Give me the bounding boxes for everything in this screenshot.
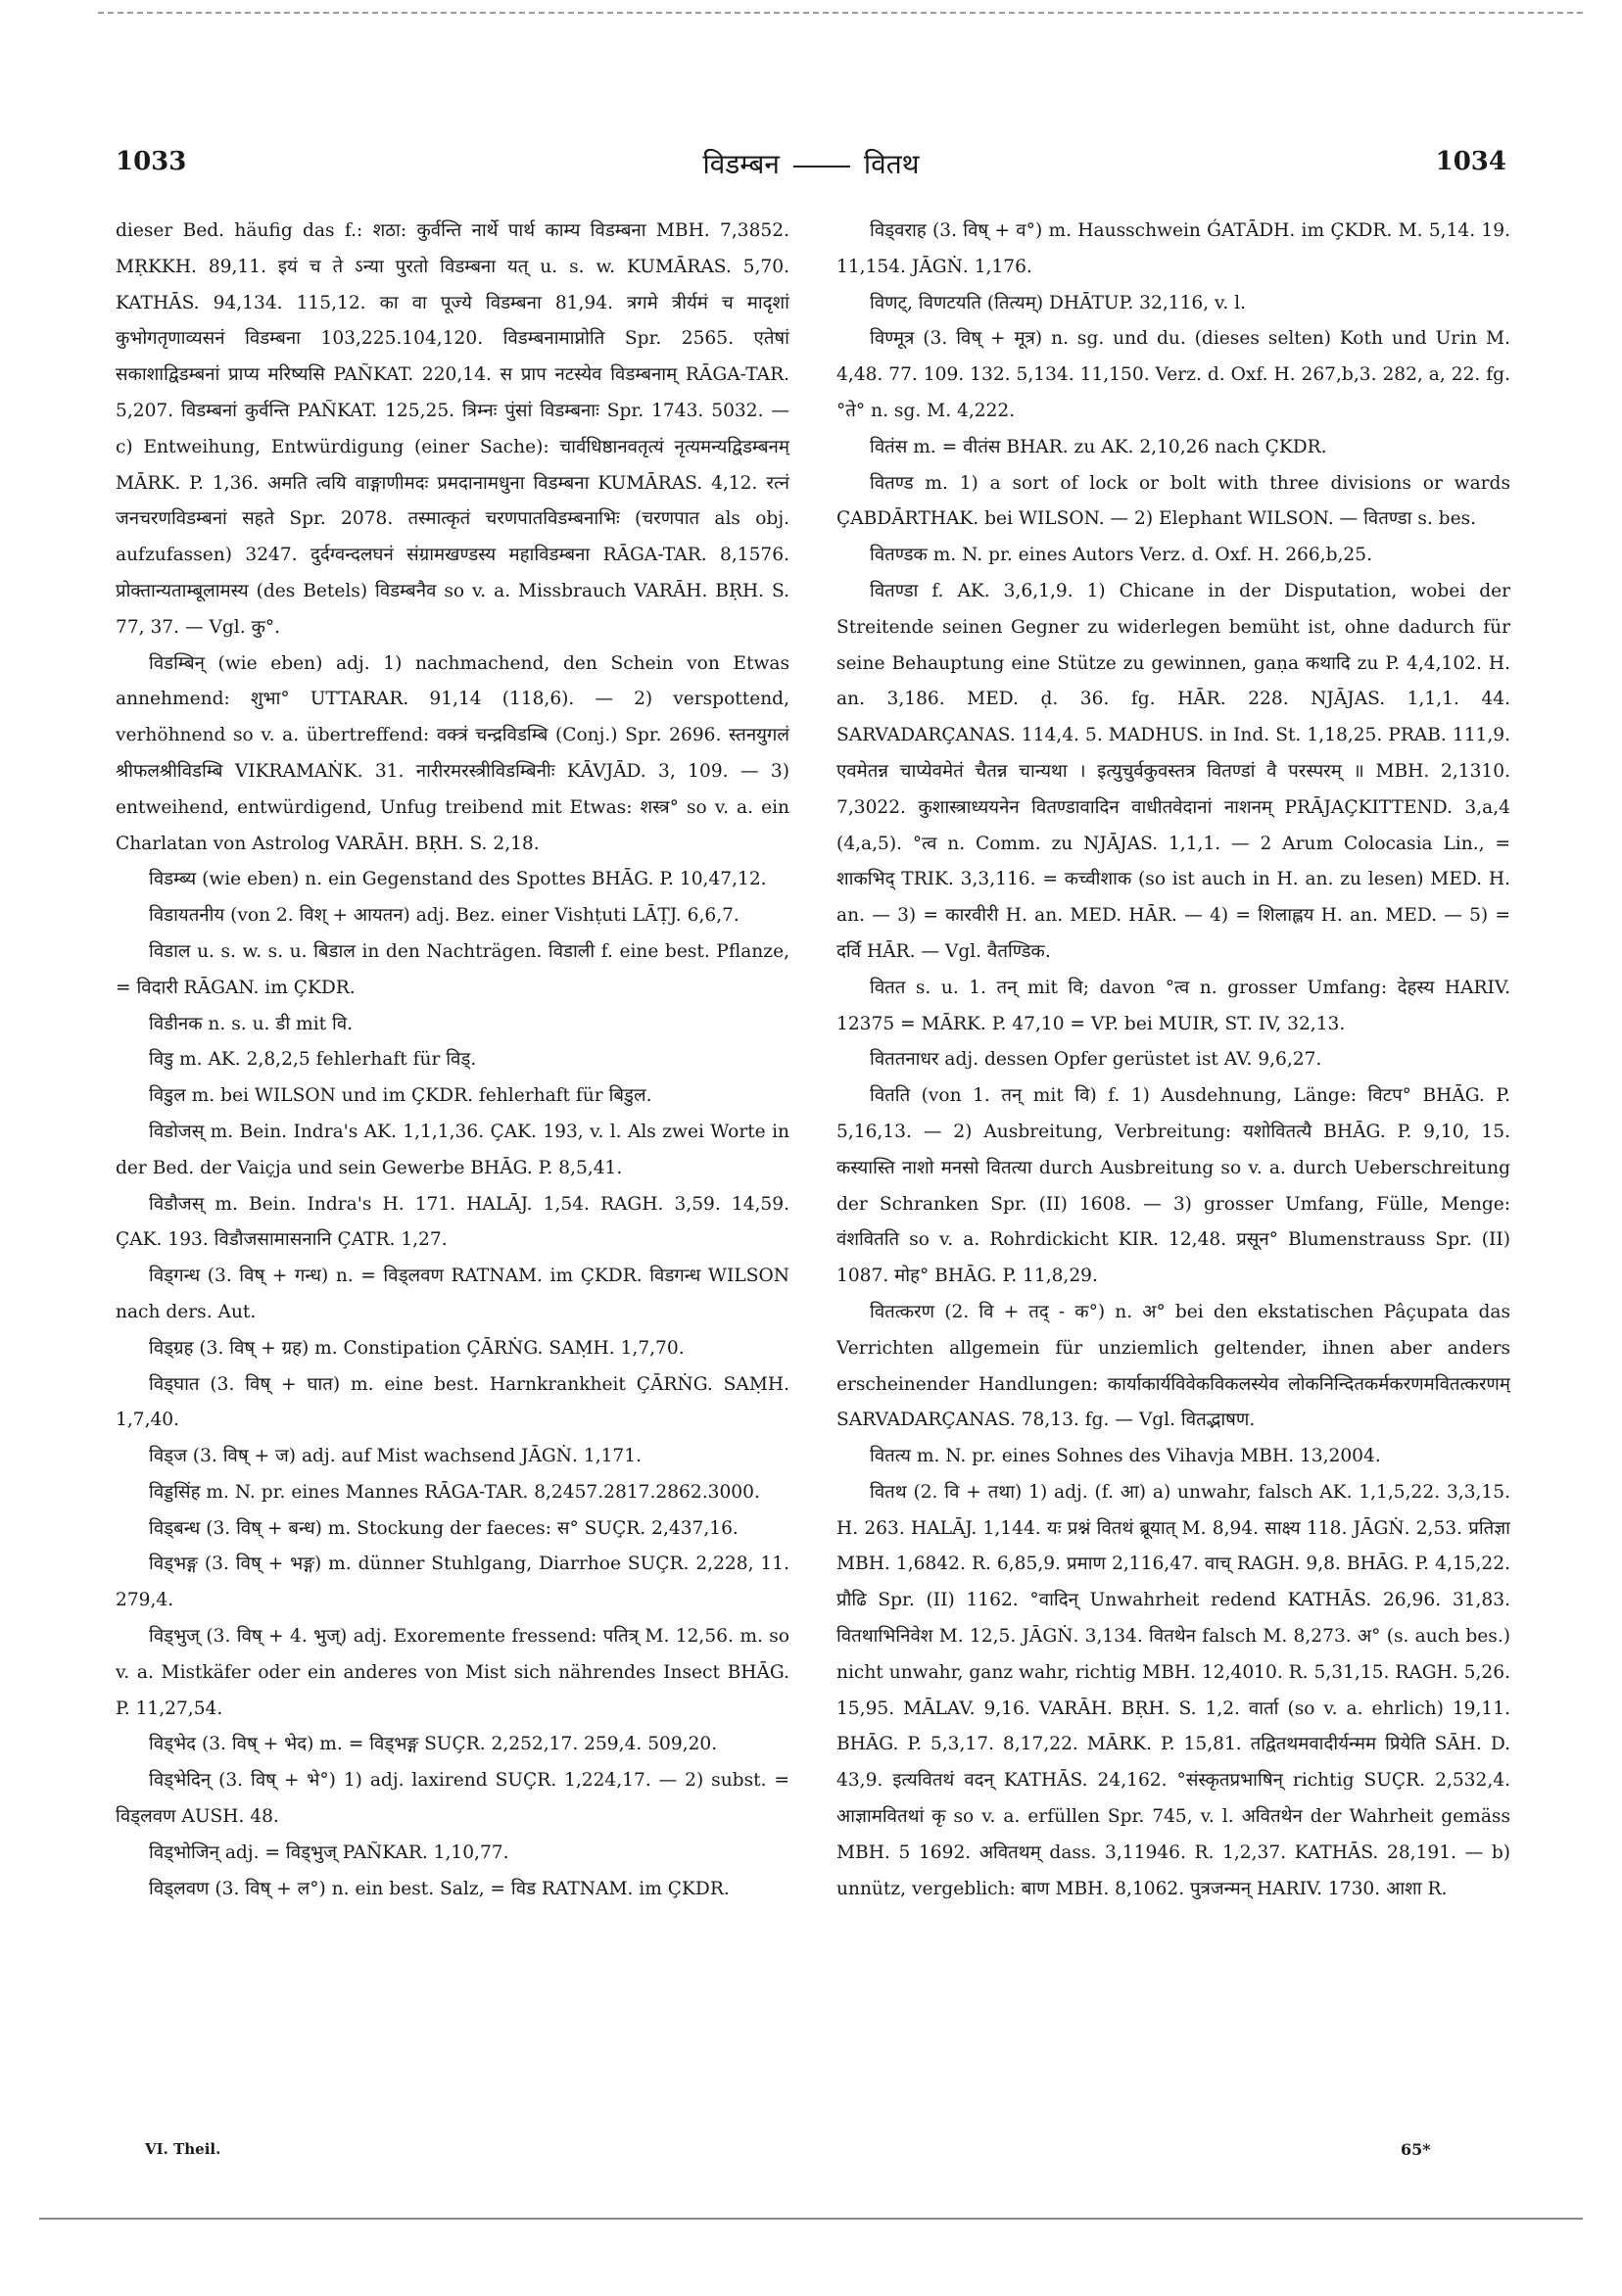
bottom-rule xyxy=(39,2218,1583,2220)
dictionary-entry: विडुल m. bei WILSON und im ÇKDR. fehlerhaft für बिडुल. xyxy=(149,1085,652,1107)
dictionary-entry: विड्बन्ध (3. विष् + बन्ध) m. Stockung der faeces: स° SUÇR. 2,437,16. xyxy=(149,1517,739,1539)
dictionary-entry: विड्ज (3. विष् + ज) adj. auf Mist wachsend JĀGṄ. 1,171. xyxy=(149,1446,643,1467)
header-title-left-word: विडम्बन xyxy=(702,148,780,180)
dictionary-entry: विडौजस् m. Bein. Indra's H. 171. HALĀJ. 1,54. RAGH. 3,59. 14,59. ÇAK. 193. विडौजसामासनानि ÇATR. 1,27. xyxy=(116,1193,789,1251)
dictionary-entry: dieser Bed. häufig das f.: शठा: कुर्वन्ति नार्थे पार्थ काम्य विडम्बना MBH. 7,3852. MṚKKH. 89,11. इयं च ते ऽन्या पुरतो विडम्बना यत् u. s. w. KUMĀRAS. 5,70. KATHĀS. 94,134. 115,12. का वा पूज्ये विडम्बना 81,94. त्रगमे त्रीर्यमं च मादृशां कुभोगतृणाव्यसनं विडम्बना 103,225.104,120. विडम्बनामाप्नोति Spr. 2565. एतेषां सकाशाद्विडम्बनां प्राप्य मरिष्यसि PAÑKAT. 220,14. स प्राप नटस्येव विडम्बनाम् RĀGA-TAR. 5,207. विडम्बनां कुर्वन्ति PAÑKAT. 125,25. त्रिम्नः पुंसां विडम्बनाः Spr. 1743. 5032. — c) Entweihung, Entwürdigung (einer Sache): चार्वधिष्ठानवतृत्यं नृत्यमन्यद्विडम्बनम् MĀRK. P. 1,36. अमति त्वयि वाङ्गाणीमदः प्रमदानामधुना विडम्बना KUMĀRAS. 4,12. रत्नं जनचरणविडम्बनां सहते Spr. 2078. तस्मात्कृतं चरणपातविडम्बनाभिः (चरणपात als obj. aufzufassen) 3247. दुर्दग्वन्दलघनं संग्रामखण्डस्य महाविडम्बना RĀGA-TAR. 8,1576. प्रोक्तान्यताम्बूलामस्य (des Betels) विडम्बनैव so v. a. Missbrauch VARĀH. BṚH. S. 77, 37. — Vgl. कु°. xyxy=(116,220,789,638)
dictionary-entry: विड्ग्रह (3. विष् + ग्रह) m. Constipation ÇĀRṄG. SAṂH. 1,7,70. xyxy=(149,1337,685,1359)
dictionary-entry: विड्लवण (3. विष् + ल°) n. ein best. Salz, = विड RATNAM. im ÇKDR. xyxy=(149,1878,730,1899)
footer-signature: 65* xyxy=(1401,2140,1431,2159)
top-rule xyxy=(98,12,1583,14)
dictionary-entry: विड्भेदिन् (3. विष् + भे°) 1) adj. laxirend SUÇR. 1,224,17. — 2) subst. = विड्लवण AUSH. 48. xyxy=(116,1770,789,1828)
dictionary-entry: विडम्बिन् (wie eben) adj. 1) nachmachend, den Schein von Etwas annehmend: शुभा° UTTARAR. 91,14 (118,6). — 2) verspottend, verhöhnend so v. a. übertreffend: वक्त्रं चन्द्रविडम्बि (Conj.) Spr. 2696. स्तनयुगलं श्रीफलश्रीविडम्बि VIKRAMAṄK. 31. नारीरमरस्त्रीविडम्बिनीः KĀVJĀD. 3, 109. — 3) entweihend, entwürdigend, Unfug treibend mit Etwas: शस्त्र° so v. a. ein Charlatan von Astrolog VARĀH. BṚH. S. 2,18. xyxy=(116,652,789,854)
dictionary-entry: विड्भुज् (3. विष् + 4. भुज्) adj. Exoremente fressend: पतित्र् M. 12,56. m. so v. a. Mistkäfer oder ein anderes von Mist sich nährendes Insect BHĀG. P. 11,27,54. xyxy=(116,1626,789,1719)
right-column xyxy=(836,214,1510,2133)
dictionary-entry: विड्भेद (3. विष् + भेद) m. = विड्भङ्ग SUÇR. 2,252,17. 259,4. 509,20. xyxy=(149,1734,718,1755)
header-title xyxy=(116,145,1506,182)
dictionary-entry: विड्वराह (3. विष् + व°) m. Hausschwein ǴATĀDH. im ÇKDR. M. 5,14. 19. 11,154. JĀGṄ. 1,176. xyxy=(836,220,1510,277)
dictionary-entry: वितथ (2. वि + तथा) 1) adj. (f. आ) a) unwahr, falsch AK. 1,1,5,22. 3,3,15. H. 263. HALĀJ. 1,144. यः प्रश्नं वितथं ब्रूयात् M. 8,94. साक्ष्य 118. JĀGṄ. 2,53. प्रतिज्ञा MBH. 1,6842. R. 6,85,9. प्रमाण 2,116,47. वाच् RAGH. 9,8. BHĀG. P. 4,15,22. प्रौढि Spr. (II) 1162. °वादिन् Unwahrheit redend KATHĀS. 26,96. 31,83. वितथाभिनिवेश M. 12,5. JĀGṄ. 3,134. वितथेन falsch M. 8,273. अ° (s. auch bes.) nicht unwahr, ganz wahr, richtig MBH. 12,4010. R. 5,31,15. RAGH. 5,26. 15,95. MĀLAV. 9,16. VARĀH. BṚH. S. 1,2. वार्ता (so v. a. ehrlich) 19,11. BHĀG. P. 5,3,17. 8,17,22. MĀRK. P. 15,81. तद्वितथमवादीर्यन्मम प्रियेति SĀH. D. 43,9. इत्यवितथं वदन् KATHĀS. 24,162. °संस्कृतप्रभाषिन् richtig SUÇR. 2,532,4. आज्ञामवितथां कृ so v. a. erfüllen Spr. 745, v. l. अवितथेन der Wahrheit gemäss MBH. 5 1692. अवितथम् dass. 3,11946. R. 1,2,37. KATHĀS. 28,191. — b) unnütz, vergeblich: बाण MBH. 8,1062. पुत्रजन्मन् HARIV. 1730. आशा R. xyxy=(836,1481,1510,1899)
dictionary-entry: वितति (von 1. तन् mit वि) f. 1) Ausdehnung, Länge: विटप° BHĀG. P. 5,16,13. — 2) Ausbreitung, Verbreitung: यशोवितत्यै BHĀG. P. 9,10, 15. कस्यास्ति नाशो मनसो वितत्या durch Ausbreitung so v. a. durch Ueberschreitung der Schranken Spr. (II) 1608. — 3) grosser Umfang, Fülle, Menge: वंशवितति so v. a. Rohrdickicht KIR. 12,48. प्रसून° Blumenstrauss Spr. (II) 1087. मोह° BHĀG. P. 11,8,29. xyxy=(836,1085,1510,1287)
dictionary-entry: विडोजस् m. Bein. Indra's AK. 1,1,1,36. ÇAK. 193, v. l. Als zwei Worte in der Bed. der Vaiçja und sein Gewerbe BHĀG. P. 8,5,41. xyxy=(116,1121,789,1178)
dictionary-entry: विडाल u. s. w. s. u. बिडाल in den Nachträgen. विडाली f. eine best. Pflanze, = विदारी RĀGAN. im ÇKDR. xyxy=(116,940,789,998)
dictionary-entry: विड्भङ्ग (3. विष् + भङ्ग) m. dünner Stuhlgang, Diarrhoe SUÇR. 2,228, 11. 279,4. xyxy=(116,1554,789,1611)
dictionary-entry: विडायतनीय (von 2. विश् + आयतन) adj. Bez. einer Vishṭuti LĀṬJ. 6,6,7. xyxy=(149,905,739,927)
page-number-left: 1033 xyxy=(116,147,187,176)
dictionary-entry: विततनाधर adj. dessen Opfer gerüstet ist AV. 9,6,27. xyxy=(870,1049,1322,1071)
dictionary-entry: वितत्करण (2. वि + तद् - क°) n. अ° bei den ekstatischen Pâçupata das Verrichten allgemein für unziemlich geltender, ihnen aber anders erscheinender Handlungen: कार्याकार्यविवेकविकलस्येव लोकनिन्दितकर्मकरणमवितत्करणम् SARVADARÇANAS. 78,13. fg. — Vgl. वितद्भाषण. xyxy=(836,1301,1510,1431)
left-column xyxy=(116,214,789,2133)
header-dash xyxy=(793,166,850,167)
page-number-right: 1034 xyxy=(1435,147,1506,176)
dictionary-entry: विड्भोजिन् adj. = विड्भुज् PAÑKAR. 1,10,77. xyxy=(149,1842,509,1863)
dictionary-entry: विणट्, विणटयति (तित्यम्) DHĀTUP. 32,116, v. l. xyxy=(870,292,1247,313)
footer-volume: VI. Theil. xyxy=(145,2140,221,2158)
header-title-right-word: वितथ xyxy=(863,148,920,180)
dictionary-entry: विडीनक n. s. u. डी mit वि. xyxy=(149,1013,354,1034)
dictionary-entry: विड्डसिंह m. N. pr. eines Mannes RĀGA-TAR. 8,2457.2817.2862.3000. xyxy=(149,1481,760,1503)
dictionary-entry: विड्घात (3. विष् + घात) m. eine best. Harnkrankheit ÇĀRṄG. SAṂH. 1,7,40. xyxy=(116,1373,789,1431)
dictionary-entry: वितण्डक m. N. pr. eines Autors Verz. d. Oxf. H. 266,b,25. xyxy=(870,545,1372,566)
running-header xyxy=(116,147,1506,186)
dictionary-entry: विडम्ब्य (wie eben) n. ein Gegenstand des Spottes BHĀG. P. 10,47,12. xyxy=(149,869,767,890)
dictionary-entry: वितत s. u. 1. तन् mit वि; davon °त्व n. grosser Umfang: देहस्य HARIV. 12375 = MĀRK. P. 47,10 = VP. bei MUIR, ST. IV, 32,13. xyxy=(836,977,1510,1034)
dictionary-entry: विण्मूत्र (3. विष् + मूत्र) n. sg. und du. (dieses selten) Koth und Urin M. 4,48. 77. 109. 132. 5,134. 11,150. Verz. d. Oxf. H. 267,b,3. 282, a, 22. fg. °ते° n. sg. M. 4,222. xyxy=(836,328,1510,421)
dictionary-entry: वितण्ड m. 1) a sort of lock or bolt with three divisions or wards ÇABDĀRTHAK. bei WILSON. — 2) Elephant WILSON. — वितण्डा s. bes. xyxy=(836,472,1510,530)
dictionary-entry: वितंस m. = वीतंस BHAR. zu AK. 2,10,26 nach ÇKDR. xyxy=(870,436,1327,457)
dictionary-entry: विडु m. AK. 2,8,2,5 fehlerhaft für विड्. xyxy=(149,1049,477,1071)
dictionary-entry: विड्गन्ध (3. विष् + गन्ध) n. = विड्लवण RATNAM. im ÇKDR. विडगन्ध WILSON nach ders. Aut. xyxy=(116,1266,789,1322)
dictionary-entry: वितत्य m. N. pr. eines Sohnes des Vihavja MBH. 13,2004. xyxy=(870,1446,1381,1467)
dictionary-entry: वितण्डा f. AK. 3,6,1,9. 1) Chicane in der Disputation, wobei der Streitende seinen Gegner zu widerlegen bemüht ist, ohne dadurch für seine Behauptung eine Stütze zu gewinnen, gaṇa कथादि zu P. 4,4,102. H. an. 3,186. MED. ḍ. 36. fg. HĀR. 228. NJĀJAS. 1,1,1. 44. SARVADARÇANAS. 114,4. 5. MADHUS. in Ind. St. 1,18,25. PRAB. 111,9. एवमेतन्न चाप्येवमेतं चैतन्न चान्यथा । इत्युचुर्वकुवस्तत्र वितण्डां वै परस्परम् ॥ MBH. 2,1310. 7,3022. कुशास्त्राध्ययनेन वितण्डावादिन वाधीतवेदानां नाशनम् PRĀJAÇKITTEND. 3,a,4 (4,a,5). °त्व n. Comm. zu NJĀJAS. 1,1,1. — 2 Arum Colocasia Lin., = शाकभिद् TRIK. 3,3,116. = कच्वीशाक (so ist auch in H. an. zu lesen) MED. H. an. — 3) = कारवीरी H. an. MED. HĀR. — 4) = शिलाह्लय H. an. MED. — 5) = दर्वि HĀR. — Vgl. वैतण्डिक. xyxy=(836,580,1510,962)
